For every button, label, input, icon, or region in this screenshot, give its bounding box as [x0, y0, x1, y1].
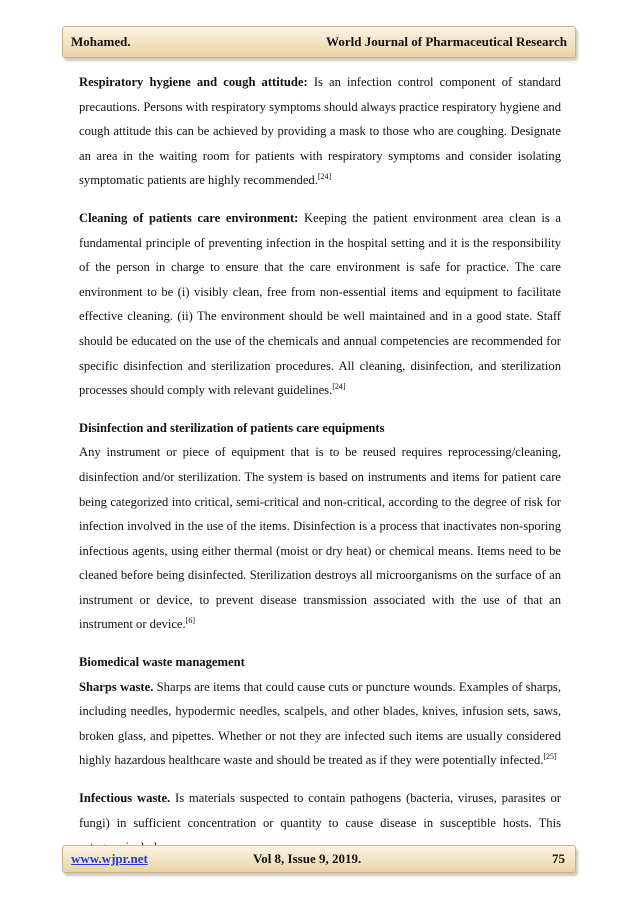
heading-sharps: Sharps waste.	[79, 679, 154, 694]
article-body	[79, 70, 561, 873]
paragraph-respiratory	[79, 70, 561, 193]
text-sharps: Sharps are items that could cause cuts or puncture wounds. Examples of sharps, including needles, hypodermic needles, scalpels, and other blades, knives, infusion sets, saws, broken glass, and pipettes. Whether or not they are infected such items are usually considered highly hazardous healthcare waste and should be treated as if they were potentially infected.	[79, 679, 561, 768]
citation-24: [24]	[317, 172, 332, 182]
header-journal: World Journal of Pharmaceutical Research	[326, 34, 567, 49]
heading-infectious: Infectious waste.	[79, 791, 171, 806]
text-infectious: Is materials suspected to contain pathogens (bacteria, viruses, parasites or fungi) in sufficient concentration or quantity to cause disease in susceptible hosts. This	[79, 791, 562, 830]
header-author: Mohamed.	[71, 34, 131, 49]
citation-6: [6]	[185, 616, 195, 626]
page-header	[62, 26, 576, 58]
heading-disinfection: Disinfection and sterilization of patients care equipments	[79, 420, 385, 435]
journal-link[interactable]: www.wjpr.net	[71, 851, 148, 866]
paragraph-disinfection	[79, 440, 561, 637]
heading-respiratory: Respiratory hygiene and cough attitude:	[79, 75, 308, 89]
paragraph-sharps	[79, 675, 561, 773]
heading-biomedical: Biomedical waste management	[79, 655, 245, 670]
text-respiratory: Is an infection control component of standard precautions. Persons with respiratory symptoms should always practice respiratory hygiene and cough attitude this can be achieved by providing a mask to those who are coughing. Designate an area in the waiting room for patients with respiratory symptoms and consider isolating symptomatic patients are highly recommended.	[79, 75, 561, 188]
paragraph-cleaning	[79, 206, 561, 403]
volume-info: Vol 8, Issue 9, 2019.	[253, 851, 362, 866]
citation-24: [24]	[332, 382, 346, 392]
text-disinfection: Any instrument or piece of equipment that is to be reused requires reprocessing/cleaning, disinfection and/or sterilization. The system is based on instruments and items for patient care being categorized into critical, semi-critical and non-critical, according to the degree of risk for infection involved in the use of the items. Disinfection is a process that inactivates non-sporing infectious agents, using either thermal (moist or dry heat) or chemical means. Items need to be cleaned before being disinfected. Sterilization destroys all microorganisms on the surface of an instrument or device, to prevent disease transmission associated with the use of that an instrument or device.	[79, 445, 561, 632]
page-footer	[62, 845, 576, 873]
heading-cleaning: Cleaning of patients care environment:	[79, 210, 299, 225]
page-number: 75	[552, 851, 565, 866]
text-cleaning: Keeping the patient environment area clean is a fundamental principle of preventing infection in the hospital setting and it is the responsibility of the person in charge to ensure that the care environment is safe for practice. The care environment to be (i) visibly clean, free from non-essential items and equipment to facilitate effective cleaning. (ii) The environment should be well maintained and in a good state. Staff should be educated on the use of the chemicals and annual competencies are recommended for specific disinfection and sterilization procedures. All cleaning, disinfection, and sterilization processes should comply with relevant guidelines.	[79, 210, 561, 398]
citation-25: [25]	[543, 752, 557, 762]
